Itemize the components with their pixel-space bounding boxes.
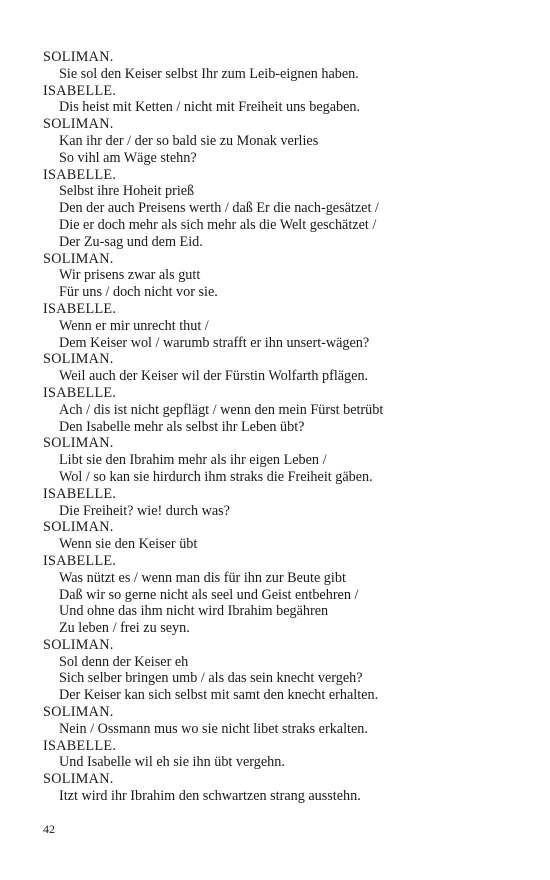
- speaker-name: ISABELLE.: [43, 552, 117, 569]
- verse-line: Sie sol den Keiser selbst Ihr zum Leib-eignen haben.: [59, 65, 359, 82]
- speaker-name: SOLIMAN.: [43, 636, 114, 653]
- dialogue-block: [43, 301, 513, 351]
- verse-line: Ach / dis ist nicht gepflägt / wenn den mein Fürst betrübt: [59, 401, 384, 418]
- speaker-name: ISABELLE.: [43, 300, 117, 317]
- verse-line: Nein / Ossmann mus wo sie nicht libet straks erkalten.: [59, 720, 368, 737]
- speaker-name: SOLIMAN.: [43, 49, 114, 65]
- verse-line: Wir prisens zwar als gutt: [59, 267, 201, 284]
- dialogue-block: [43, 704, 513, 738]
- speaker-name: ISABELLE.: [43, 82, 117, 99]
- verse-line: Was nützt es / wenn man dis für ihn zur Beute gibt: [59, 569, 346, 586]
- verse-line: Zu leben / frei zu seyn.: [59, 620, 190, 637]
- dialogue-block: [43, 83, 513, 117]
- verse-line: Kan ihr der / der so bald sie zu Monak verlies: [59, 132, 319, 149]
- verse-line: Selbst ihre Hoheit prieß: [59, 183, 195, 200]
- verse-line: Dis heist mit Ketten / nicht mit Freiheit uns begaben.: [59, 99, 361, 116]
- speaker-name: SOLIMAN.: [43, 435, 114, 452]
- verse-line: Libt sie den Ibrahim mehr als ihr eigen Leben /: [59, 452, 327, 469]
- speaker-name: SOLIMAN.: [43, 116, 114, 133]
- page-number: 42: [43, 822, 55, 836]
- speaker-name: SOLIMAN.: [43, 250, 114, 267]
- verse-line: Für uns / doch nicht vor sie.: [59, 284, 218, 301]
- speaker-name: ISABELLE.: [43, 384, 117, 401]
- dialogue-block: [43, 435, 513, 485]
- verse-line: So vihl am Wäge stehn?: [59, 149, 197, 166]
- verse-line: Wenn er mir unrecht thut /: [59, 317, 209, 334]
- dialogue-text: [43, 49, 513, 805]
- verse-line: Der Zu-sag und dem Eid.: [59, 233, 203, 250]
- verse-line: Der Keiser kan sich selbst mit samt den knecht erhalten.: [59, 687, 379, 704]
- dialogue-block: [43, 251, 513, 301]
- dialogue-block: [43, 49, 513, 83]
- dialogue-block: [43, 738, 513, 772]
- dialogue-block: [43, 486, 513, 520]
- speaker-name: SOLIMAN.: [43, 351, 114, 368]
- dialogue-block: [43, 771, 513, 805]
- dialogue-block: [43, 167, 513, 251]
- dialogue-block: [43, 385, 513, 435]
- dialogue-block: [43, 519, 513, 553]
- verse-line: Weil auch der Keiser wil der Fürstin Wolfarth pflägen.: [59, 368, 369, 385]
- verse-line: Und ohne das ihm nicht wird Ibrahim begähren: [59, 603, 329, 620]
- verse-line: Den der auch Preisens werth / daß Er die nach-gesätzet /: [59, 200, 379, 217]
- speaker-name: ISABELLE.: [43, 737, 117, 754]
- dialogue-block: [43, 637, 513, 704]
- verse-line: Die Freiheit? wie! durch was?: [59, 502, 230, 519]
- verse-line: Itzt wird ihr Ibrahim den schwartzen strang ausstehn.: [59, 788, 361, 805]
- speaker-name: ISABELLE.: [43, 166, 117, 183]
- verse-line: Sol denn der Keiser eh: [59, 653, 189, 670]
- verse-line: Und Isabelle wil eh sie ihn übt vergehn.: [59, 754, 285, 771]
- verse-line: Dem Keiser wol / warumb strafft er ihn unsert-wägen?: [59, 334, 370, 351]
- verse-line: Sich selber bringen umb / als das sein knecht vergeh?: [59, 670, 363, 687]
- verse-line: Wol / so kan sie hirdurch ihm straks die Freiheit gäben.: [59, 468, 373, 485]
- dialogue-block: [43, 351, 513, 385]
- verse-line: Die er doch mehr als sich mehr als die Welt geschätzet /: [59, 216, 377, 233]
- speaker-name: ISABELLE.: [43, 485, 117, 502]
- speaker-name: SOLIMAN.: [43, 519, 114, 536]
- speaker-name: SOLIMAN.: [43, 771, 114, 788]
- verse-line: Den Isabelle mehr als selbst ihr Leben übt?: [59, 418, 305, 435]
- dialogue-block: [43, 553, 513, 637]
- speaker-name: SOLIMAN.: [43, 704, 114, 721]
- verse-line: Wenn sie den Keiser übt: [59, 536, 198, 553]
- verse-line: Daß wir so gerne nicht als seel und Geist entbehren /: [59, 586, 359, 603]
- dialogue-block: [43, 116, 513, 166]
